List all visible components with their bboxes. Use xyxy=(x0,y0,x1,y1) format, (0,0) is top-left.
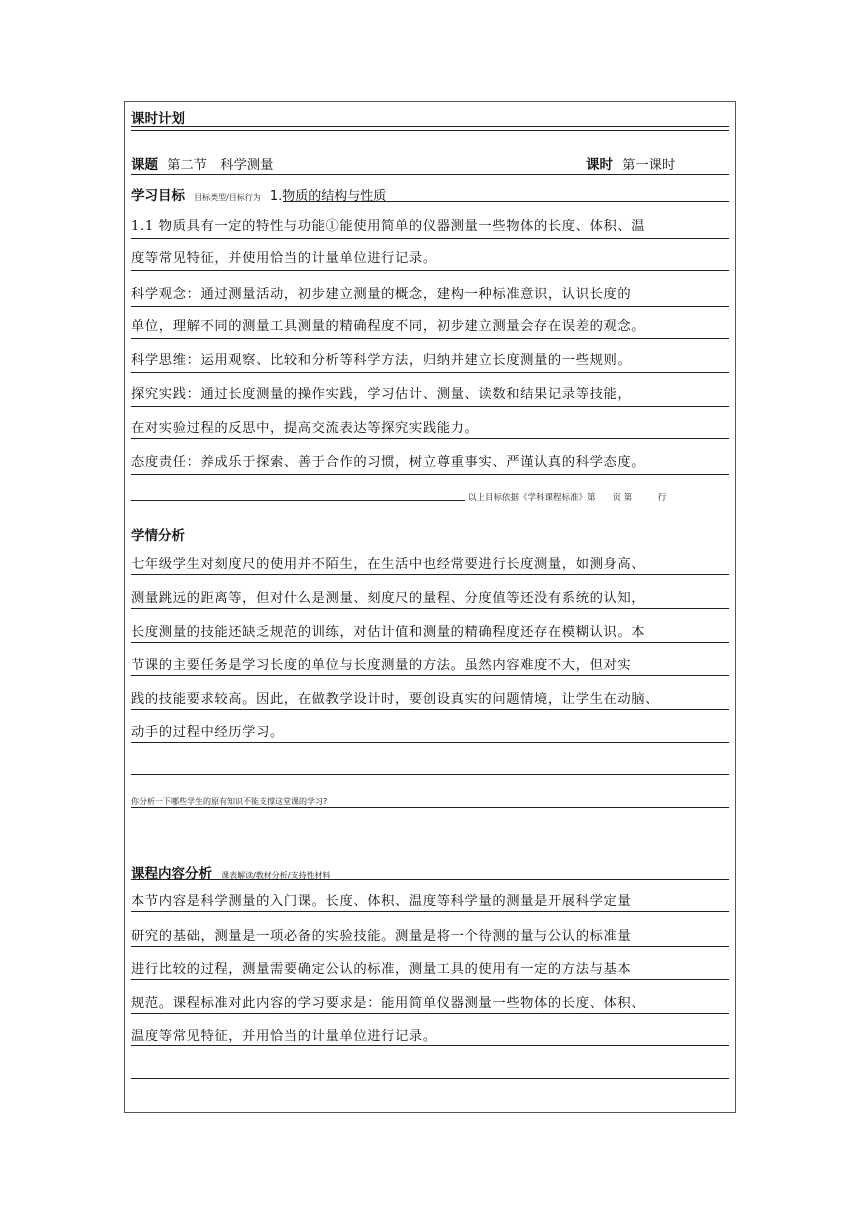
analysis-rule-1 xyxy=(131,574,729,575)
content-rule-3 xyxy=(131,979,729,980)
topic-label: 课题 xyxy=(131,157,158,173)
goal-rule-3 xyxy=(131,306,729,307)
period-value: 第一课时 xyxy=(622,158,676,173)
analysis-rule-3 xyxy=(131,642,729,643)
goal-rule-8 xyxy=(131,474,729,475)
content-label: 课程内容分析 xyxy=(131,866,212,882)
goal-rule-7 xyxy=(131,438,729,439)
goal-rule-6 xyxy=(131,406,729,407)
goal-rule-5 xyxy=(131,372,729,373)
analysis-line-5: 践的技能要求较高。因此，在做教学设计时，要创设真实的问题情境，让学生在动脑、 xyxy=(131,692,660,707)
goal-line-2: 度等常见特征，并使用恰当的计量单位进行记录。 xyxy=(131,251,437,266)
analysis-prompt-rule xyxy=(131,807,729,808)
content-line-5: 温度等常见特征，并用恰当的计量单位进行记录。 xyxy=(131,1029,437,1044)
goal-line-5: 科学思维：运用观察、比较和分析等科学方法，归纳并建立长度测量的一些规则。 xyxy=(131,353,632,368)
analysis-rule-2 xyxy=(131,608,729,609)
analysis-rule-6 xyxy=(131,742,729,743)
content-line-1: 本节内容是科学测量的入门课。长度、体积、温度等科学量的测量是开展科学定量 xyxy=(131,894,632,909)
analysis-line-3: 长度测量的技能还缺乏规范的训练，对估计值和测量的精确程度还存在模糊认识。本 xyxy=(131,625,646,640)
title-double-rule xyxy=(131,126,729,131)
goal-line-4: 单位，理解不同的测量工具测量的精确程度不同，初步建立测量会存在误差的观念。 xyxy=(131,319,646,334)
content-blank-rule xyxy=(131,1078,729,1079)
goals-label: 学习目标 xyxy=(131,188,185,204)
period-label: 课时 xyxy=(586,157,613,173)
goal-rule-2 xyxy=(131,270,729,271)
goals-type-note: 目标类型/目标行为 xyxy=(194,193,261,202)
lesson-period xyxy=(586,153,675,173)
goals-type-value: 1.物质的结构与性质 xyxy=(269,189,387,204)
analysis-rule-4 xyxy=(131,675,729,676)
content-rule-4 xyxy=(131,1013,729,1014)
analysis-line-2: 测量跳远的距离等，但对什么是测量、刻度尺的量程、分度值等还没有系统的认知， xyxy=(131,591,646,606)
content-rule-1 xyxy=(131,911,729,912)
content-rule-2 xyxy=(131,946,729,947)
goals-source-note: 以上目标依据《学科课程标准》第 页 第 行 xyxy=(468,493,667,503)
goal-rule-4 xyxy=(131,338,729,339)
content-line-3: 进行比较的过程，测量需要确定公认的标准，测量工具的使用有一定的方法与基本 xyxy=(131,962,632,977)
analysis-prompt-note: 你分析一下哪些学生的原有知识不能支撑这堂课的学习? xyxy=(131,797,328,806)
content-note: 课表解读/教材分析/支持性材料 xyxy=(221,871,331,880)
goal-line-6: 探究实践：通过长度测量的操作实践，学习估计、测量、读数和结果记录等技能， xyxy=(131,387,632,402)
analysis-rule-5 xyxy=(131,709,729,710)
goal-line-3: 科学观念：通过测量活动，初步建立测量的概念，建构一种标准意识，认识长度的 xyxy=(131,287,632,302)
content-heading-rule xyxy=(131,879,729,880)
topic-value: 第二节 科学测量 xyxy=(167,158,274,173)
goal-line-1: 1.1 物质具有一定的特性与功能①能使用简单的仪器测量一些物体的长度、体积、温 xyxy=(131,219,646,234)
source-note-rule xyxy=(131,500,465,501)
content-line-2: 研究的基础，测量是一项必备的实验技能。测量是将一个待测的量与公认的标准量 xyxy=(131,929,632,944)
analysis-blank-rule xyxy=(131,774,729,775)
goal-line-7: 在对实验过程的反思中，提高交流表达等探究实践能力。 xyxy=(131,421,479,436)
content-rule-5 xyxy=(131,1045,729,1046)
lesson-topic xyxy=(131,153,273,173)
analysis-line-4: 节课的主要任务是学习长度的单位与长度测量的方法。虽然内容难度不大，但对实 xyxy=(131,658,632,673)
page-title: 课时计划 xyxy=(131,111,185,127)
goals-heading-rule xyxy=(283,201,729,202)
goal-line-8: 态度责任：养成乐于探索、善于合作的习惯，树立尊重事实、严谨认真的科学态度。 xyxy=(131,455,646,470)
analysis-line-1: 七年级学生对刻度尺的使用并不陌生，在生活中也经常要进行长度测量，如测身高、 xyxy=(131,557,646,572)
goal-rule-1 xyxy=(131,238,729,239)
topic-rule xyxy=(131,174,729,175)
analysis-line-6: 动手的过程中经历学习。 xyxy=(131,725,284,740)
content-line-4: 规范。课程标准对此内容的学习要求是：能用简单仪器测量一些物体的长度、体积、 xyxy=(131,996,646,1011)
analysis-label: 学情分析 xyxy=(131,528,185,544)
